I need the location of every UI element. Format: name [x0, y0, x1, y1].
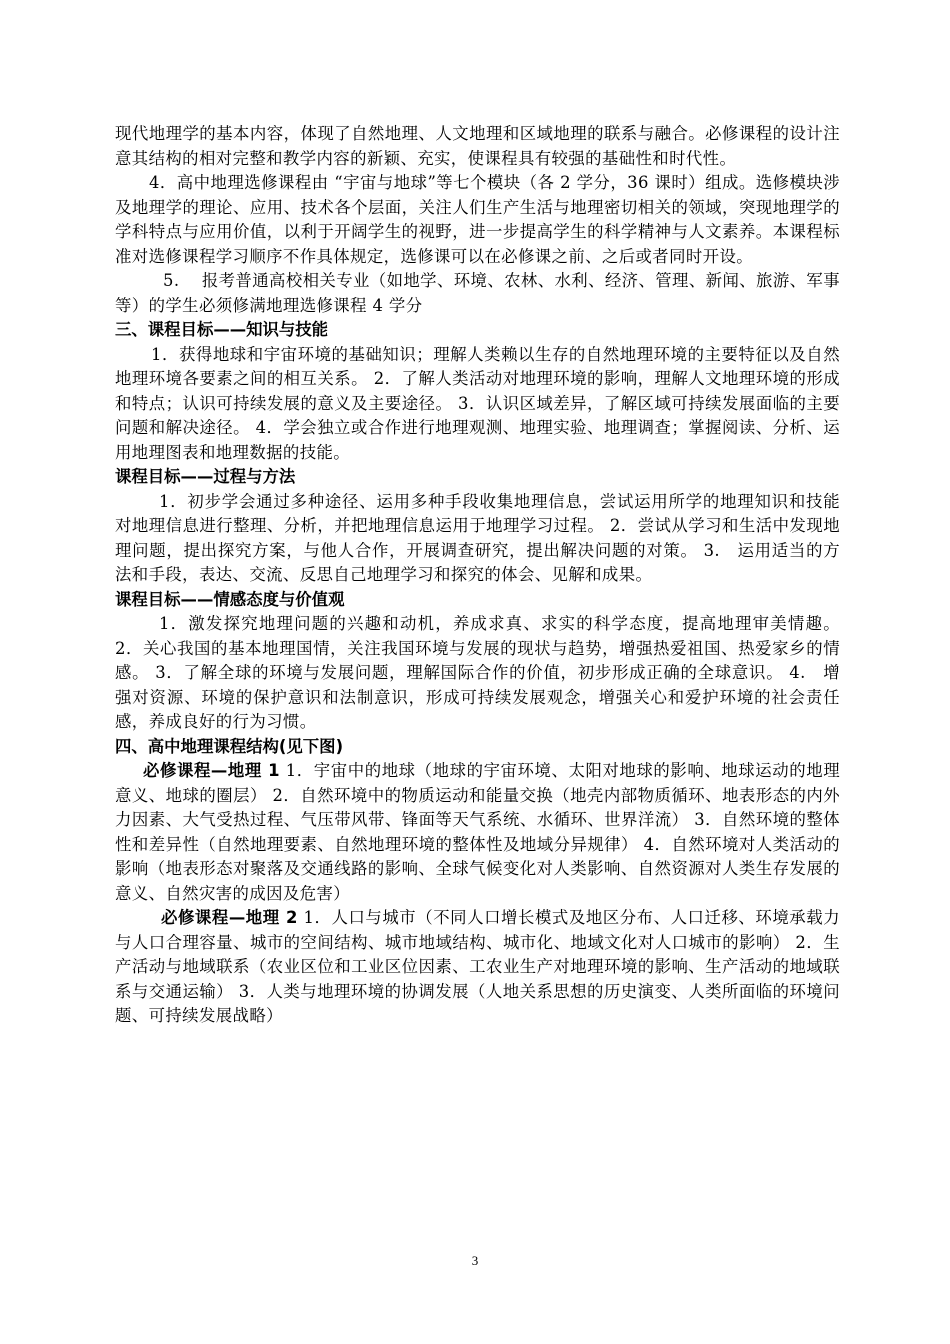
label-geography-2: 必修课程—地理 2	[161, 908, 298, 927]
paragraph-attitudes-values: 1．激发探究地理问题的兴趣和动机，养成求真、求实的科学态度，提高地理审美情趣。 2．关心我国的基本地理国情，关注我国环境与发展的现状与趋势，增强热爱祖国、热爱家乡的情感。 3．了解全球的环境与发展问题，理解国际合作的价值，初步形成正确的全球意识。 4. 增强对资源、环境的保护意识和法制意识，形成可持续发展观念，增强关心和爱护环境的社会责任感，养成良好的行为习惯。	[115, 614, 840, 731]
paragraph-knowledge-skills: 1．获得地球和宇宙环境的基础知识；理解人类赖以生存的自然地理环境的主要特征以及自然地理环境各要素之间的相互关系。 2．了解人类活动对地理环境的影响，理解人文地理环境的形成和特点；认识可持续发展的意义及主要途径。 3．认识区域差异，了解区域可持续发展面临的主要问题和解决途径。 4．学会独立或合作进行地理观测、地理实验、地理调查；掌握阅读、分析、运用地理图表和地理数据的技能。	[115, 344, 840, 462]
paragraph-geography-1	[115, 759, 840, 906]
heading-course-structure: 四、高中地理课程结构(见下图)	[115, 736, 344, 756]
page-number: 3	[471, 1253, 479, 1268]
heading-knowledge-skills: 三、课程目标——知识与技能	[115, 320, 329, 339]
paragraph-required-course-summary: 现代地理学的基本内容，体现了自然地理、人文地理和区域地理的联系与融合。必修课程的设计注意其结构的相对完整和教学内容的新颖、充实，使课程具有较强的基础性和时代性。	[115, 124, 840, 168]
paragraph-elective-modules: 4．高中地理选修课程由 “宇宙与地球”等七个模块（各 2 学分，36 课时）组成。选修模块涉及地理学的理论、应用、技术各个层面，关注人们生产生活与地理密切相关的领域，突现地理学的学科特点与应用价值，以利于开阔学生的视野，进一步提高学生的科学精神与人文素养。本课程标准对选修课程学习顺序不作具体规定，选修课可以在必修课之前、之后或者同时开设。	[115, 173, 840, 266]
document-page	[115, 122, 840, 1029]
paragraph-geography-2	[115, 906, 840, 1029]
text-geography-1: 1．宇宙中的地球（地球的宇宙环境、太阳对地球的影响、地球运动的地理意义、地球的圈层） 2．自然环境中的物质运动和能量交换（地壳内部物质循环、地表形态的内外力因素、大气受热过程、气压带风带、锋面等天气系统、水循环、世界洋流） 3．自然环境的整体性和差异性（自然地理要素、自然地理环境的整体性及地域分异规律） 4．自然环境对人类活动的影响（地表形态对聚落及交通线路的影响、全球气候变化对人类影响、自然资源对人类生存发展的意义、自然灾害的成因及危害）	[115, 761, 840, 903]
paragraph-elective-credits: 5. 报考普通高校相关专业（如地学、环境、农林、水利、经济、管理、新闻、旅游、军事等）的学生必须修满地理选修课程 4 学分	[115, 271, 840, 315]
heading-attitudes-values: 课程目标——情感态度与价值观	[115, 589, 345, 609]
text-geography-2: 1．人口与城市（不同人口增长模式及地区分布、人口迁移、环境承载力与人口合理容量、城市的空间结构、城市地域结构、城市化、地域文化对人口城市的影响） 2．生产活动与地域联系（农业区位和工业区位因素、工农业生产对地理环境的影响、生产活动的地域联系与交通运输） 3．人类与地理环境的协调发展（人地关系思想的历史演变、人类所面临的环境问题、可持续发展战略）	[115, 908, 840, 1025]
heading-process-methods: 课程目标——过程与方法	[115, 467, 296, 486]
label-geography-1: 必修课程—地理 1	[143, 761, 280, 780]
paragraph-process-methods: 1．初步学会通过多种途径、运用多种手段收集地理信息，尝试运用所学的地理知识和技能对地理信息进行整理、分析，并把地理信息运用于地理学习过程。 2．尝试从学习和生活中发现地理问题，提出探究方案，与他人合作，开展调查研究，提出解决问题的对策。 3. 运用适当的方法和手段，表达、交流、反思自己地理学习和探究的体会、见解和成果。	[115, 491, 840, 584]
